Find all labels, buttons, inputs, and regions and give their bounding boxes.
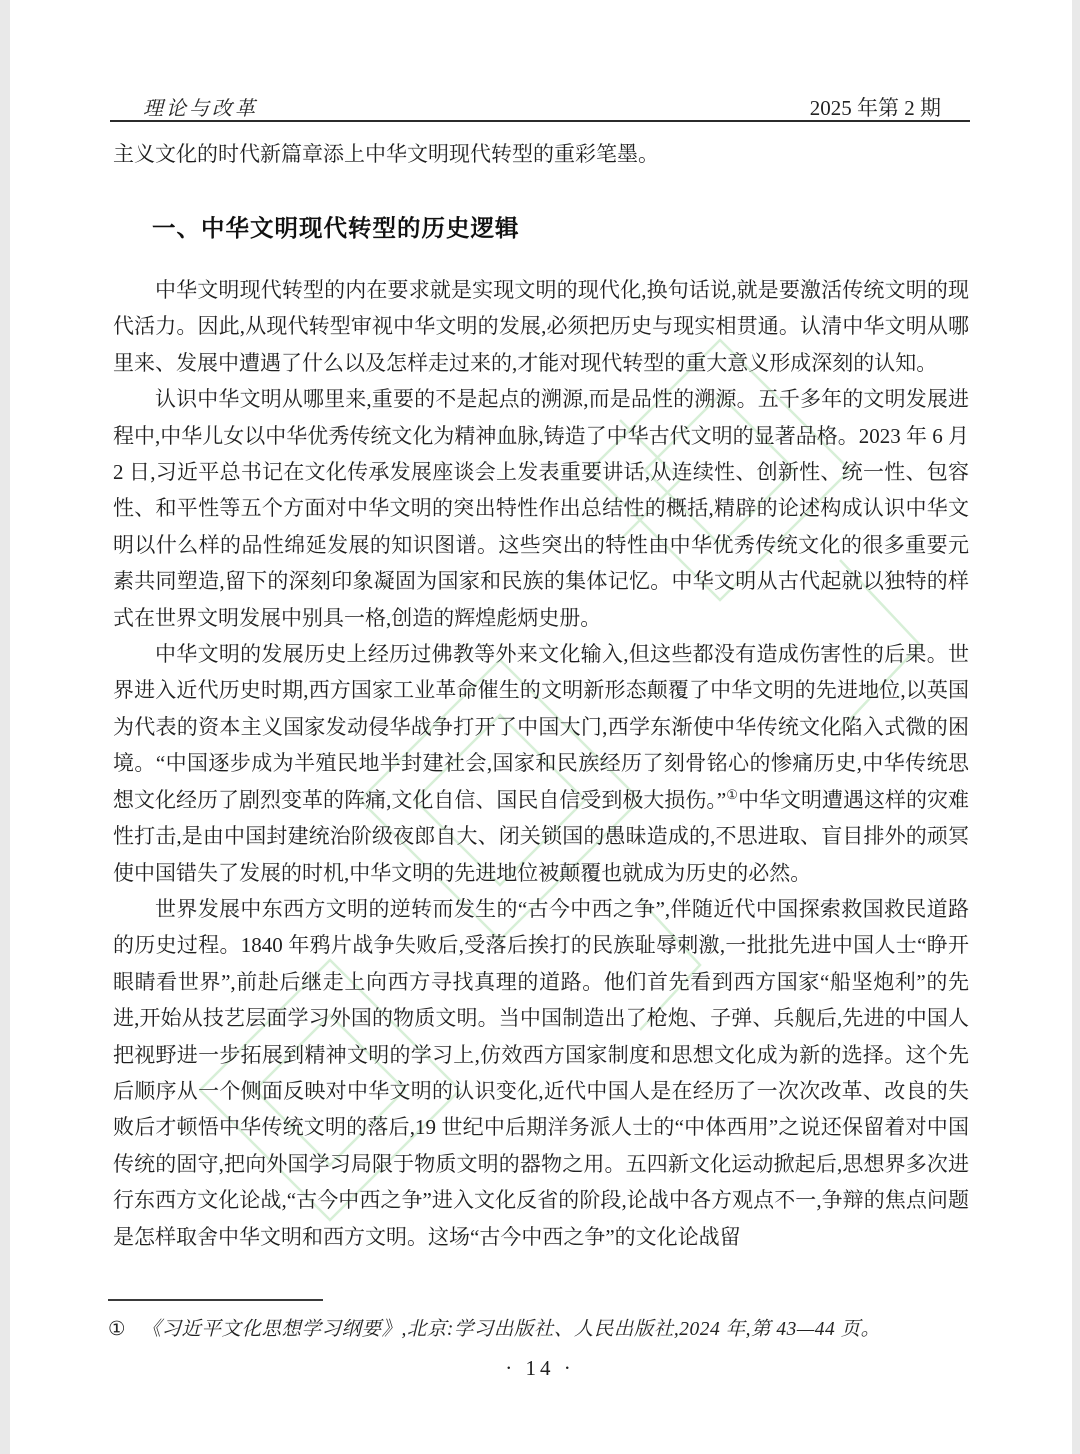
paragraph-text: 中华文明遭遇这样的灾难性打击,是由中国封建统治阶级夜郎自大、闭关锁国的愚昧造成的,不思进取、盲目排外的顽冥使中国错失了发展的时机,中华文明的先进地位被颠覆也就成为历史的必然。	[113, 787, 969, 885]
article-body	[113, 272, 969, 1255]
body-paragraph: 中华文明现代转型的内在要求就是实现文明的现代化,换句话说,就是要激活传统文明的现代活力。因此,从现代转型审视中华文明的发展,必须把历史与现实相贯通。认清中华文明从哪里来、发展中遭遇了什么以及怎样走过来的,才能对现代转型的重大意义形成深刻的认知。	[113, 278, 969, 375]
body-paragraph: 世界发展中东西方文明的逆转而发生的“古今中西之争”,伴随近代中国探索救国救民道路的历史过程。1840 年鸦片战争失败后,受落后挨打的民族耻辱刺激,一批批先进中国人士“睁开眼睛看世界”,前赴后继走上向西方寻找真理的道路。他们首先看到西方国家“船坚炮利”的先进,开始从技艺层面学习外国的物质文明。当中国制造出了枪炮、子弹、兵舰后,先进的中国人把视野进一步拓展到精神文明的学习上,仿效西方国家制度和思想文化成为新的选择。这个先后顺序从一个侧面反映对中华文明的认识变化,近代中国人是在经历了一次次改革、改良的失败后才顿悟中华传统文明的落后,19 世纪中后期洋务派人士的“中体西用”之说还保留着对中国传统的固守,把向外国学习局限于物质文明的器物之用。五四新文化运动掀起后,思想界多次进行东西方文化论战,“古今中西之争”进入文化反省的阶段,论战中各方观点不一,争辩的焦点问题是怎样取舍中华文明和西方文明。这场“古今中西之争”的文化论战留	[113, 896, 969, 1249]
lead-line: 主义文化的时代新篇章添上中华文明现代转型的重彩笔墨。	[113, 142, 659, 166]
page-left-edge	[0, 0, 10, 1454]
page-number: · 14 ·	[505, 1356, 575, 1380]
body-paragraph: 认识中华文明从哪里来,重要的不是起点的溯源,而是品性的溯源。五千多年的文明发展进程中,中华儿女以中华优秀传统文化为精神血脉,铸造了中华古代文明的显著品格。2023 年 6 月 2 日,习近平总书记在文化传承发展座谈会上发表重要讲话,从连续性、创新性、统一性、包容性、和平性等五个方面对中华文明的突出特性作出总结性的概括,精辟的论述构成认识中华文明以什么样的品性绵延发展的知识图谱。这些突出的特性由中华优秀传统文化的很多重要元素共同塑造,留下的深刻印象凝固为国家和民族的集体记忆。中华文明从古代起就以独特的样式在世界文明发展中别具一格,创造的辉煌彪炳史册。	[113, 387, 969, 630]
running-head	[113, 92, 967, 122]
footnote-ref-marker: ①	[726, 786, 738, 802]
footnote	[108, 1316, 978, 1344]
footnote-rule	[108, 1299, 323, 1301]
paragraph-text: 中华文明的发展历史上经历过佛教等外来文化输入,但这些都没有造成伤害性的后果。世界进入近代历史时期,西方国家工业革命催生的文明新形态颠覆了中华文明的先进地位,以英国为代表的资本主义国家发动侵华战争打开了中国大门,西学东渐使中华传统文化陷入式微的困境。“中国逐步成为半殖民地半封建社会,国家和民族经历了刻骨铭心的惨痛历史,中华传统思想文化经历了剧烈变革的阵痛,文化自信、国民自信受到极大损伤。”	[113, 642, 969, 812]
issue-label: 2025 年第 2 期	[809, 96, 941, 120]
body-paragraph	[113, 636, 969, 891]
section-heading: 一、中华文明现代转型的历史逻辑	[152, 215, 520, 241]
journal-name: 理论与改革	[143, 98, 258, 120]
header-rule	[110, 120, 970, 122]
footnote-marker: ①	[108, 1319, 126, 1340]
footnote-text: 《习近平文化思想学习纲要》,北京:学习出版社、人民出版社,2024 年,第 43—44 页。	[141, 1319, 881, 1340]
page-right-edge	[1072, 0, 1080, 1454]
